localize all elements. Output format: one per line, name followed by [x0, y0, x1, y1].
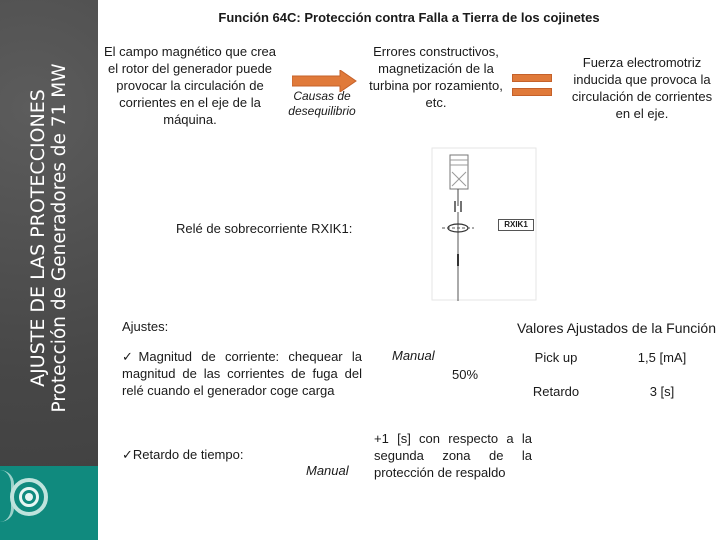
sidebar-title-line2: Protección de Generadores de 71 MW	[49, 63, 70, 413]
page-title: Función 64C: Protección contra Falla a Tierra de los cojinetes	[218, 10, 600, 25]
sidebar-title-line1: AJUSTE DE LAS PROTECCIONES	[27, 89, 49, 387]
emf-text: Fuerza electromotriz inducida que provoca la circulación de corrientes en el eje.	[571, 55, 713, 121]
delay-note: +1 [s] con respecto a la segunda zona de la protección de respaldo	[374, 431, 532, 480]
percent-value: 50%	[452, 367, 479, 382]
manual-label-1: Manual	[392, 348, 435, 363]
values-heading: Valores Ajustados de la Función	[517, 320, 716, 336]
table-cell-value: 1,5 [mA]	[637, 349, 687, 365]
table-cell-value: 3 [s]	[649, 383, 675, 399]
arrow-label: Causas de desequilibrio	[288, 89, 356, 118]
values-table	[500, 340, 712, 408]
logo-dot-icon	[25, 493, 33, 501]
table-row	[500, 340, 712, 374]
setting-current: ✓Magnitud de corriente: chequear la magnitud de las corrientes de fuga del relé cuando el generador coge carga	[122, 349, 362, 398]
table-row	[500, 374, 712, 408]
sidebar-title	[27, 18, 71, 458]
settings-heading: Ajustes:	[122, 319, 169, 334]
table-cell-name: Pick up	[534, 349, 578, 365]
setting-delay: ✓Retardo de tiempo:	[122, 447, 244, 462]
cause-text: El campo magnético que crea el rotor del generador puede provocar la circulación de corrientes en el eje de la máquina.	[104, 44, 276, 127]
equals-bar-bottom	[512, 88, 552, 96]
equals-bar-top	[512, 74, 552, 82]
manual-label-2: Manual	[306, 463, 349, 478]
table-cell-name: Retardo	[532, 383, 580, 399]
relay-label: Relé de sobrecorriente RXIK1:	[176, 221, 353, 236]
relay-tag: RXIK1	[498, 219, 534, 231]
errors-text: Errores constructivos, magnetización de la turbina por rozamiento, etc.	[369, 44, 503, 110]
